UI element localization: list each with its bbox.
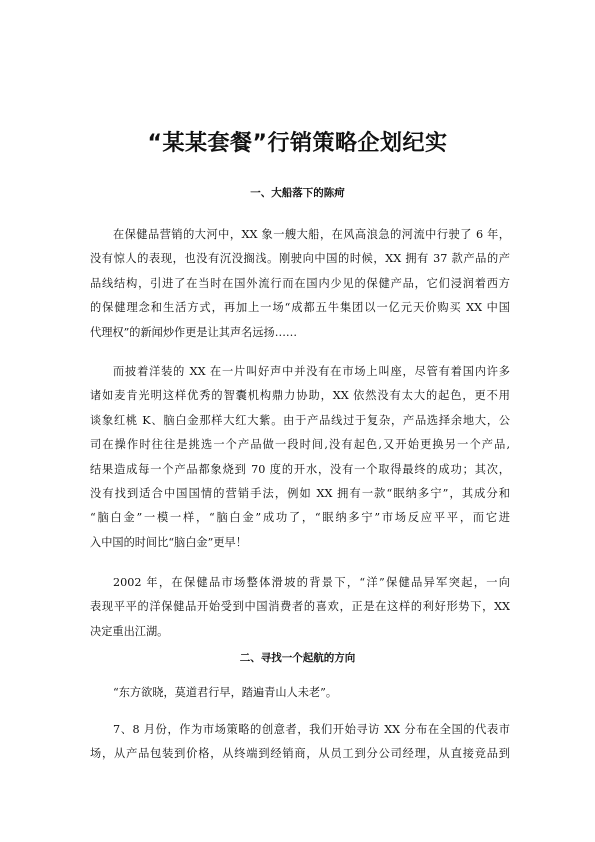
document-title: “某某套餐”行销策略企划纪实 [147,131,448,156]
text-line: 没有找到适合中国国情的营销手法，例如 XX 拥有一款“眠纳多宁”，其成分和 [90,486,510,500]
paragraph [90,571,510,644]
text-line: 诸如麦肯光明这样优秀的智囊机构鼎力协助，XX 依然没有太大的起色，更不用 [90,389,510,403]
paragraph [90,718,510,767]
text-line: 决定重出江湖。 [90,624,169,638]
text-line: 表现平平的洋保健品开始受到中国消费者的喜欢，正是在这样的利好形势下，XX [90,600,510,614]
text-line: 代理权”的新闻炒作更是让其声名远扬…… [90,325,298,339]
text-line: 而披着洋装的 XX 在一片叫好声中并没有在市场上叫座，尽管有着国内许多 [113,365,510,378]
section-heading: 二、寻找一个起航的方向 [239,652,356,664]
text-line: 没有惊人的表现，也没有沉没搁浅。刚驶向中国的时候，XX 拥有 37 款产品的产 [90,252,510,266]
text-line: 入中国的时间比“脑白金”更早！ [90,535,247,549]
text-line: 司在操作时往往是挑选一个产品做一段时间,没有起色,又开始更换另一个产品, [90,438,510,452]
text-line: 的保健理念和生活方式，再加上一场“成都五牛集团以一亿元天价购买 XX 中国 [90,301,510,315]
text-line: 品线结构，引进了在当时在国外流行而在国内少见的保健产品，它们浸润着西方 [90,276,510,290]
paragraph [90,360,510,555]
text-line: 场，从产品包装到价格，从终端到经销商，从员工到分公司经理，从直接竞品到 [90,747,510,761]
text-line: 谈象红桃 K、脑白金那样大红大紫。由于产品线过于复杂，产品选择余地大，公 [90,413,510,427]
text-line: “脑白金”一模一样，“脑白金”成功了，“眠纳多宁”市场反应平平，而它进 [90,511,510,525]
text-line: 在保健品营销的大河中，XX 象一艘大船，在风高浪急的河流中行驶了 6 年， [113,228,510,241]
paragraph [90,223,510,345]
text-line: 2002 年，在保健品市场整体滑坡的背景下，“洋”保健品异军突起，一向 [113,576,510,589]
paragraph [90,681,510,705]
text-line: “东方欲晓，莫道君行早，踏遍青山人未老”。 [113,686,338,699]
text-line: 结果造成每一个产品都象烧到 70 度的开水，没有一个取得最终的成功；其次， [90,462,510,476]
section-heading: 一、大船落下的陈疴 [250,187,345,199]
text-line: 7、8 月份，作为市场策略的创意者，我们开始寻访 XX 分布在全国的代表市 [113,723,510,736]
